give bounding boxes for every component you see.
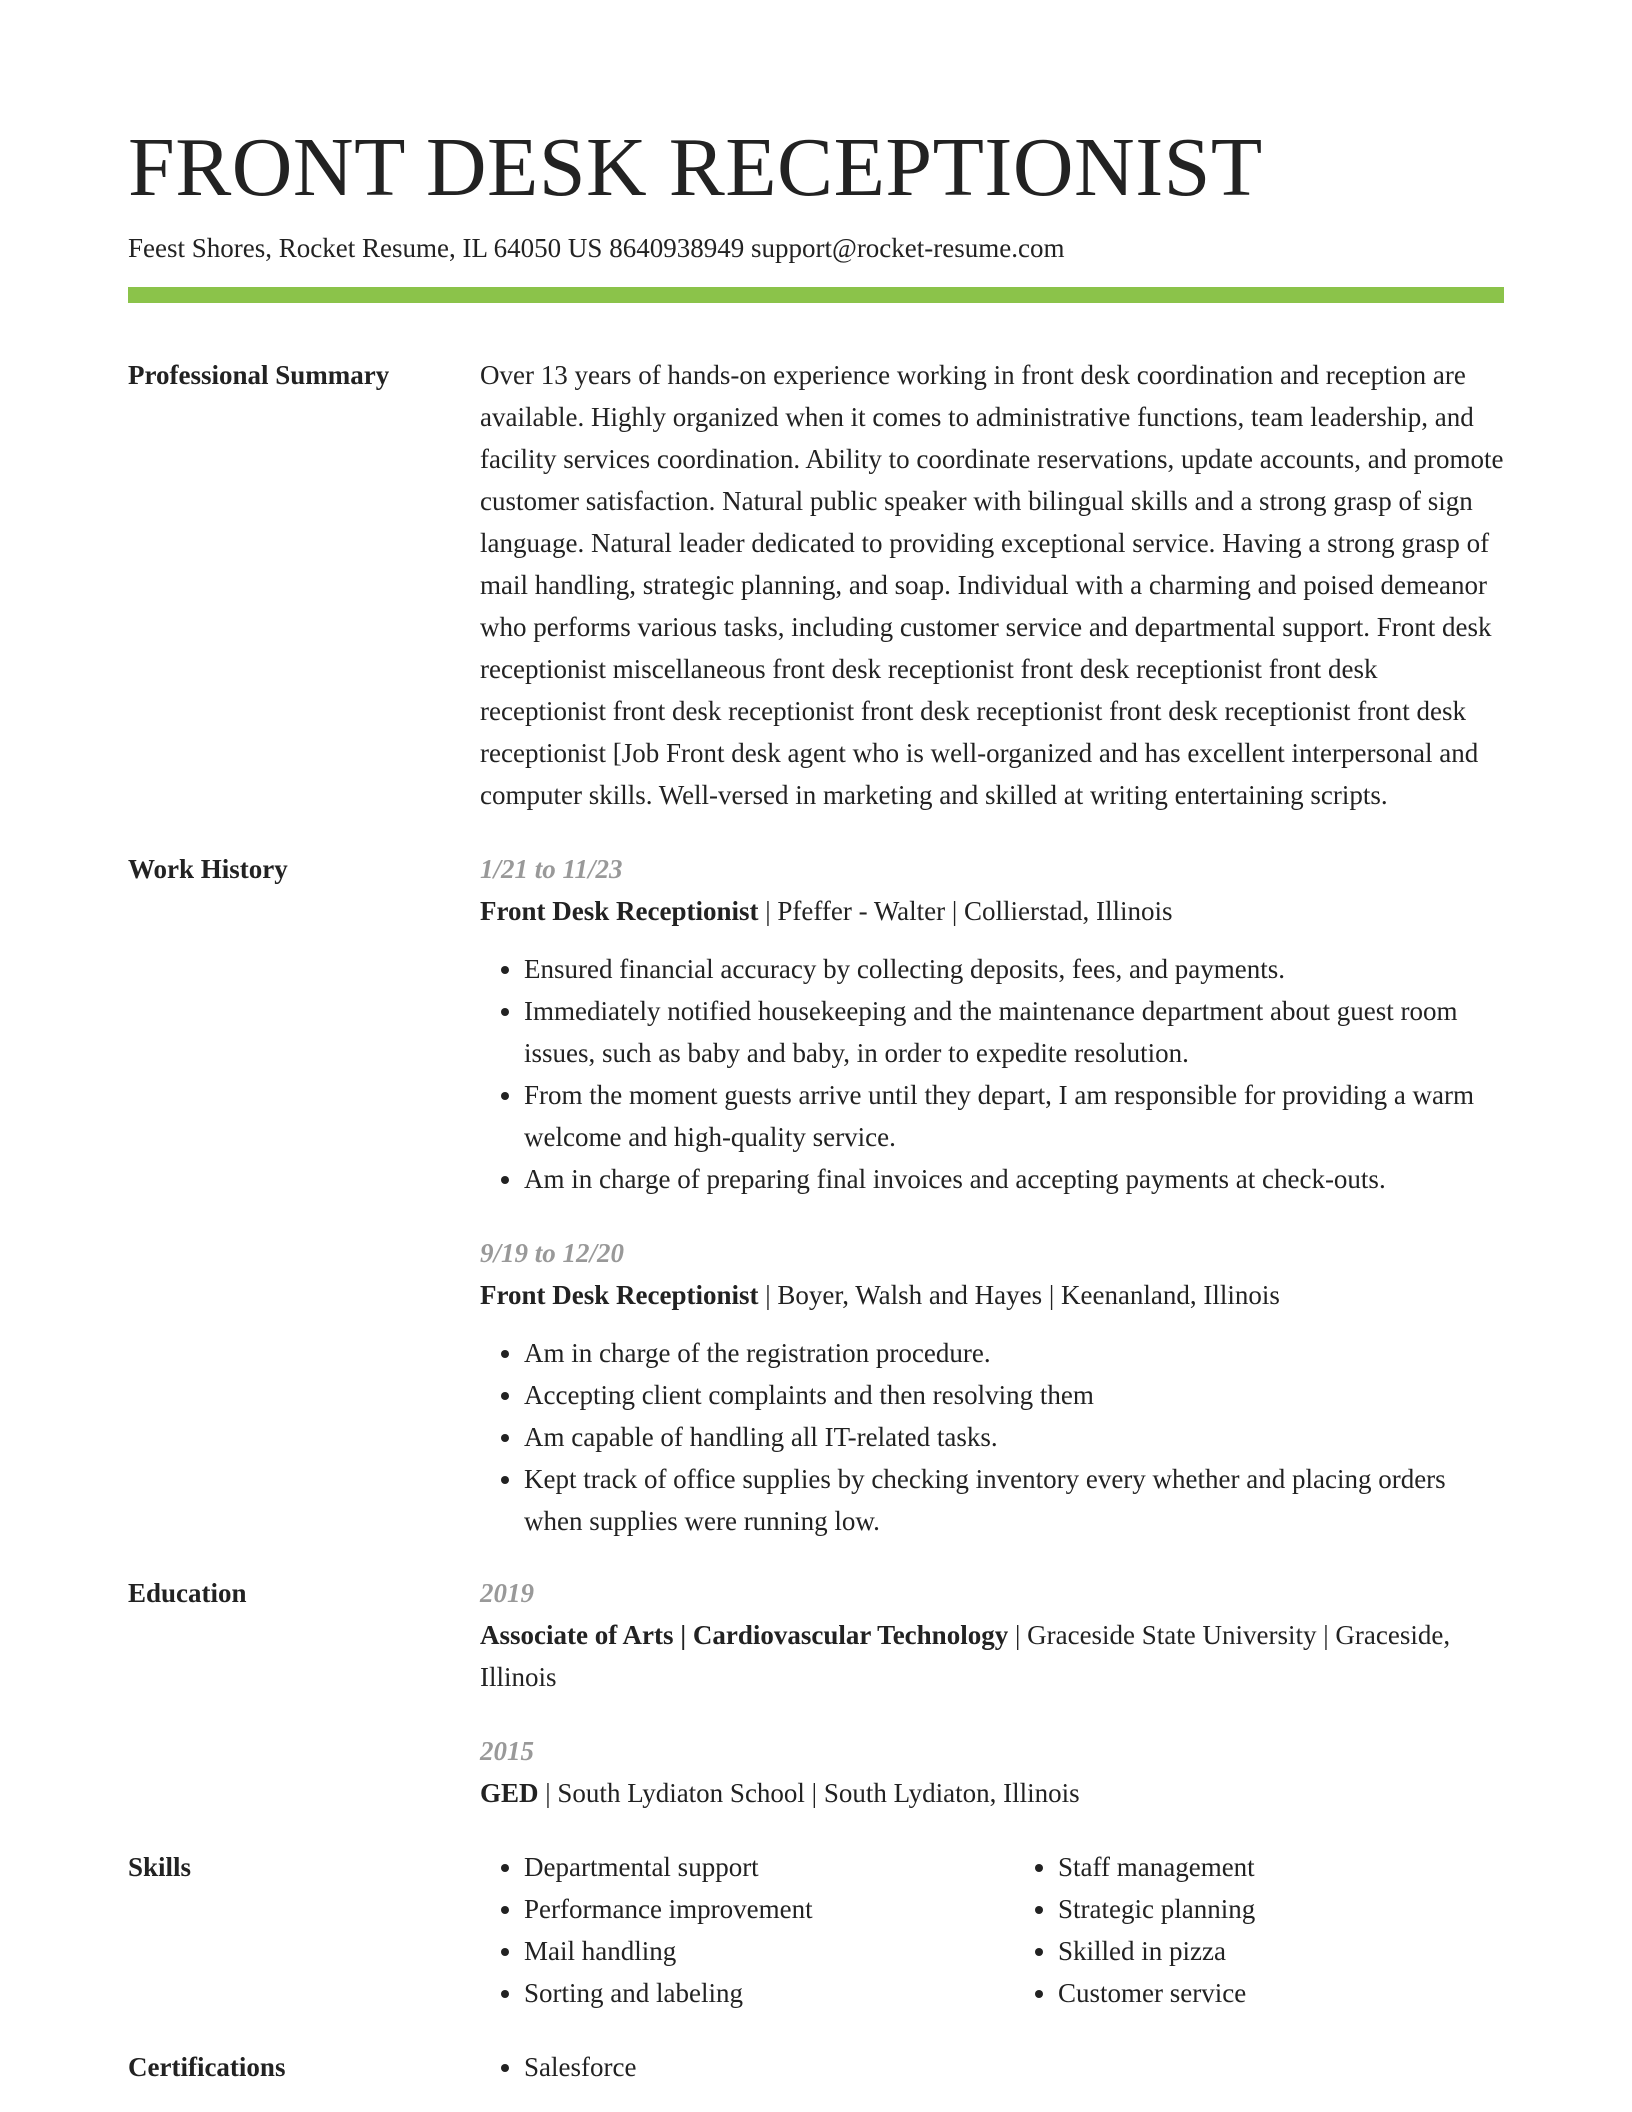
job-bullet: • Ensured financial accuracy by collecting deposits, fees, and payments. xyxy=(524,948,1504,990)
job-bullets xyxy=(480,948,1504,1200)
job-bullet: • Immediately notified housekeeping and the maintenance department about guest room issues, such as baby and baby, in order to expedite resolution. xyxy=(524,990,1504,1074)
education-year: 2019 xyxy=(480,1578,534,1608)
skill-item: • Strategic planning xyxy=(1058,1888,1504,1930)
skills-grid xyxy=(480,1846,1504,2014)
contact-line: Feest Shores, Rocket Resume, IL 64050 US 8640938949 support@rocket-resume.com xyxy=(128,233,1065,263)
job-bullet: • Kept track of office supplies by checking inventory every whether and placing orders when supplies were running low. xyxy=(524,1458,1504,1542)
skill-item: • Departmental support xyxy=(524,1846,970,1888)
job-bullets xyxy=(480,1332,1504,1542)
job-dates: 9/19 to 12/20 xyxy=(480,1238,625,1268)
certification-item: • Salesforce xyxy=(524,2046,1504,2088)
resume-title: FRONT DESK RECEPTIONIST xyxy=(128,121,1263,214)
job-title: Front Desk Receptionist xyxy=(480,896,759,926)
skill-item: • Skilled in pizza xyxy=(1058,1930,1504,1972)
skills-heading: Skills xyxy=(128,1852,192,1882)
summary-section xyxy=(128,354,1504,816)
certifications-section xyxy=(128,2046,1504,2088)
skill-item: • Staff management xyxy=(1058,1846,1504,1888)
job-bullet: • Am capable of handling all IT-related tasks. xyxy=(524,1416,1504,1458)
skill-item: • Customer service xyxy=(1058,1972,1504,2014)
certifications-body xyxy=(480,2046,1504,2088)
education-degree: GED xyxy=(480,1778,539,1808)
work-history-section xyxy=(128,848,1504,1542)
skill-item: • Sorting and labeling xyxy=(524,1972,970,2014)
summary-heading: Professional Summary xyxy=(128,360,390,390)
job-entry xyxy=(480,848,1504,1200)
education-section xyxy=(128,1572,1504,1814)
certifications-list xyxy=(480,2046,1504,2088)
job-title: Front Desk Receptionist xyxy=(480,1280,759,1310)
education-line xyxy=(480,1614,1504,1698)
summary-text: Over 13 years of hands-on experience working in front desk coordination and reception are available. Highly organized when it comes to administrative functions, team leadership, and facility services coordination. Ability to coordinate reservations, update accounts, and promote customer satisfaction. Natural public speaker with bilingual skills and a strong grasp of sign language. Natural leader dedicated to providing exceptional service. Having a strong grasp of mail handling, strategic planning, and soap. Individual with a charming and poised demeanor who performs various tasks, including customer service and departmental support. Front desk receptionist miscellaneous front desk receptionist front desk receptionist front desk receptionist front desk receptionist front desk receptionist front desk receptionist front desk receptionist [Job Front desk agent who is well-organized and has excellent interpersonal and computer skills. Well-versed in marketing and skilled at writing entertaining scripts. xyxy=(480,360,1504,810)
accent-divider xyxy=(128,287,1504,303)
job-title-line xyxy=(480,1274,1504,1316)
education-details: | South Lydiaton School | South Lydiaton, Illinois xyxy=(538,1778,1080,1808)
skills-body xyxy=(480,1846,1504,2014)
skills-section xyxy=(128,1846,1504,2014)
skills-column-2 xyxy=(1014,1846,1504,2014)
skill-item: • Mail handling xyxy=(524,1930,970,1972)
education-details: | Graceside State University | Graceside, Illinois xyxy=(480,1620,1451,1692)
job-bullet: • From the moment guests arrive until they depart, I am responsible for providing a warm welcome and high-quality service. xyxy=(524,1074,1504,1158)
education-degree: Associate of Arts | Cardiovascular Technology xyxy=(480,1620,1009,1650)
education-entry xyxy=(480,1572,1504,1698)
job-bullet: • Accepting client complaints and then resolving them xyxy=(524,1374,1504,1416)
job-entry xyxy=(480,1232,1504,1542)
education-year: 2015 xyxy=(480,1736,534,1766)
certifications-heading: Certifications xyxy=(128,2052,286,2082)
education-body xyxy=(480,1572,1504,1814)
work-history-heading: Work History xyxy=(128,854,288,884)
job-dates: 1/21 to 11/23 xyxy=(480,854,623,884)
resume-page xyxy=(128,118,1504,2088)
skills-column-1 xyxy=(480,1846,970,2014)
job-title-line xyxy=(480,890,1504,932)
job-bullet: • Am in charge of preparing final invoices and accepting payments at check-outs. xyxy=(524,1158,1504,1200)
job-details: | Pfeffer - Walter | Collierstad, Illinois xyxy=(758,896,1173,926)
education-heading: Education xyxy=(128,1578,247,1608)
education-entry xyxy=(480,1730,1504,1814)
skill-item: • Performance improvement xyxy=(524,1888,970,1930)
job-details: | Boyer, Walsh and Hayes | Keenanland, Illinois xyxy=(758,1280,1280,1310)
education-line xyxy=(480,1772,1504,1814)
work-history-body xyxy=(480,848,1504,1542)
job-bullet: • Am in charge of the registration procedure. xyxy=(524,1332,1504,1374)
